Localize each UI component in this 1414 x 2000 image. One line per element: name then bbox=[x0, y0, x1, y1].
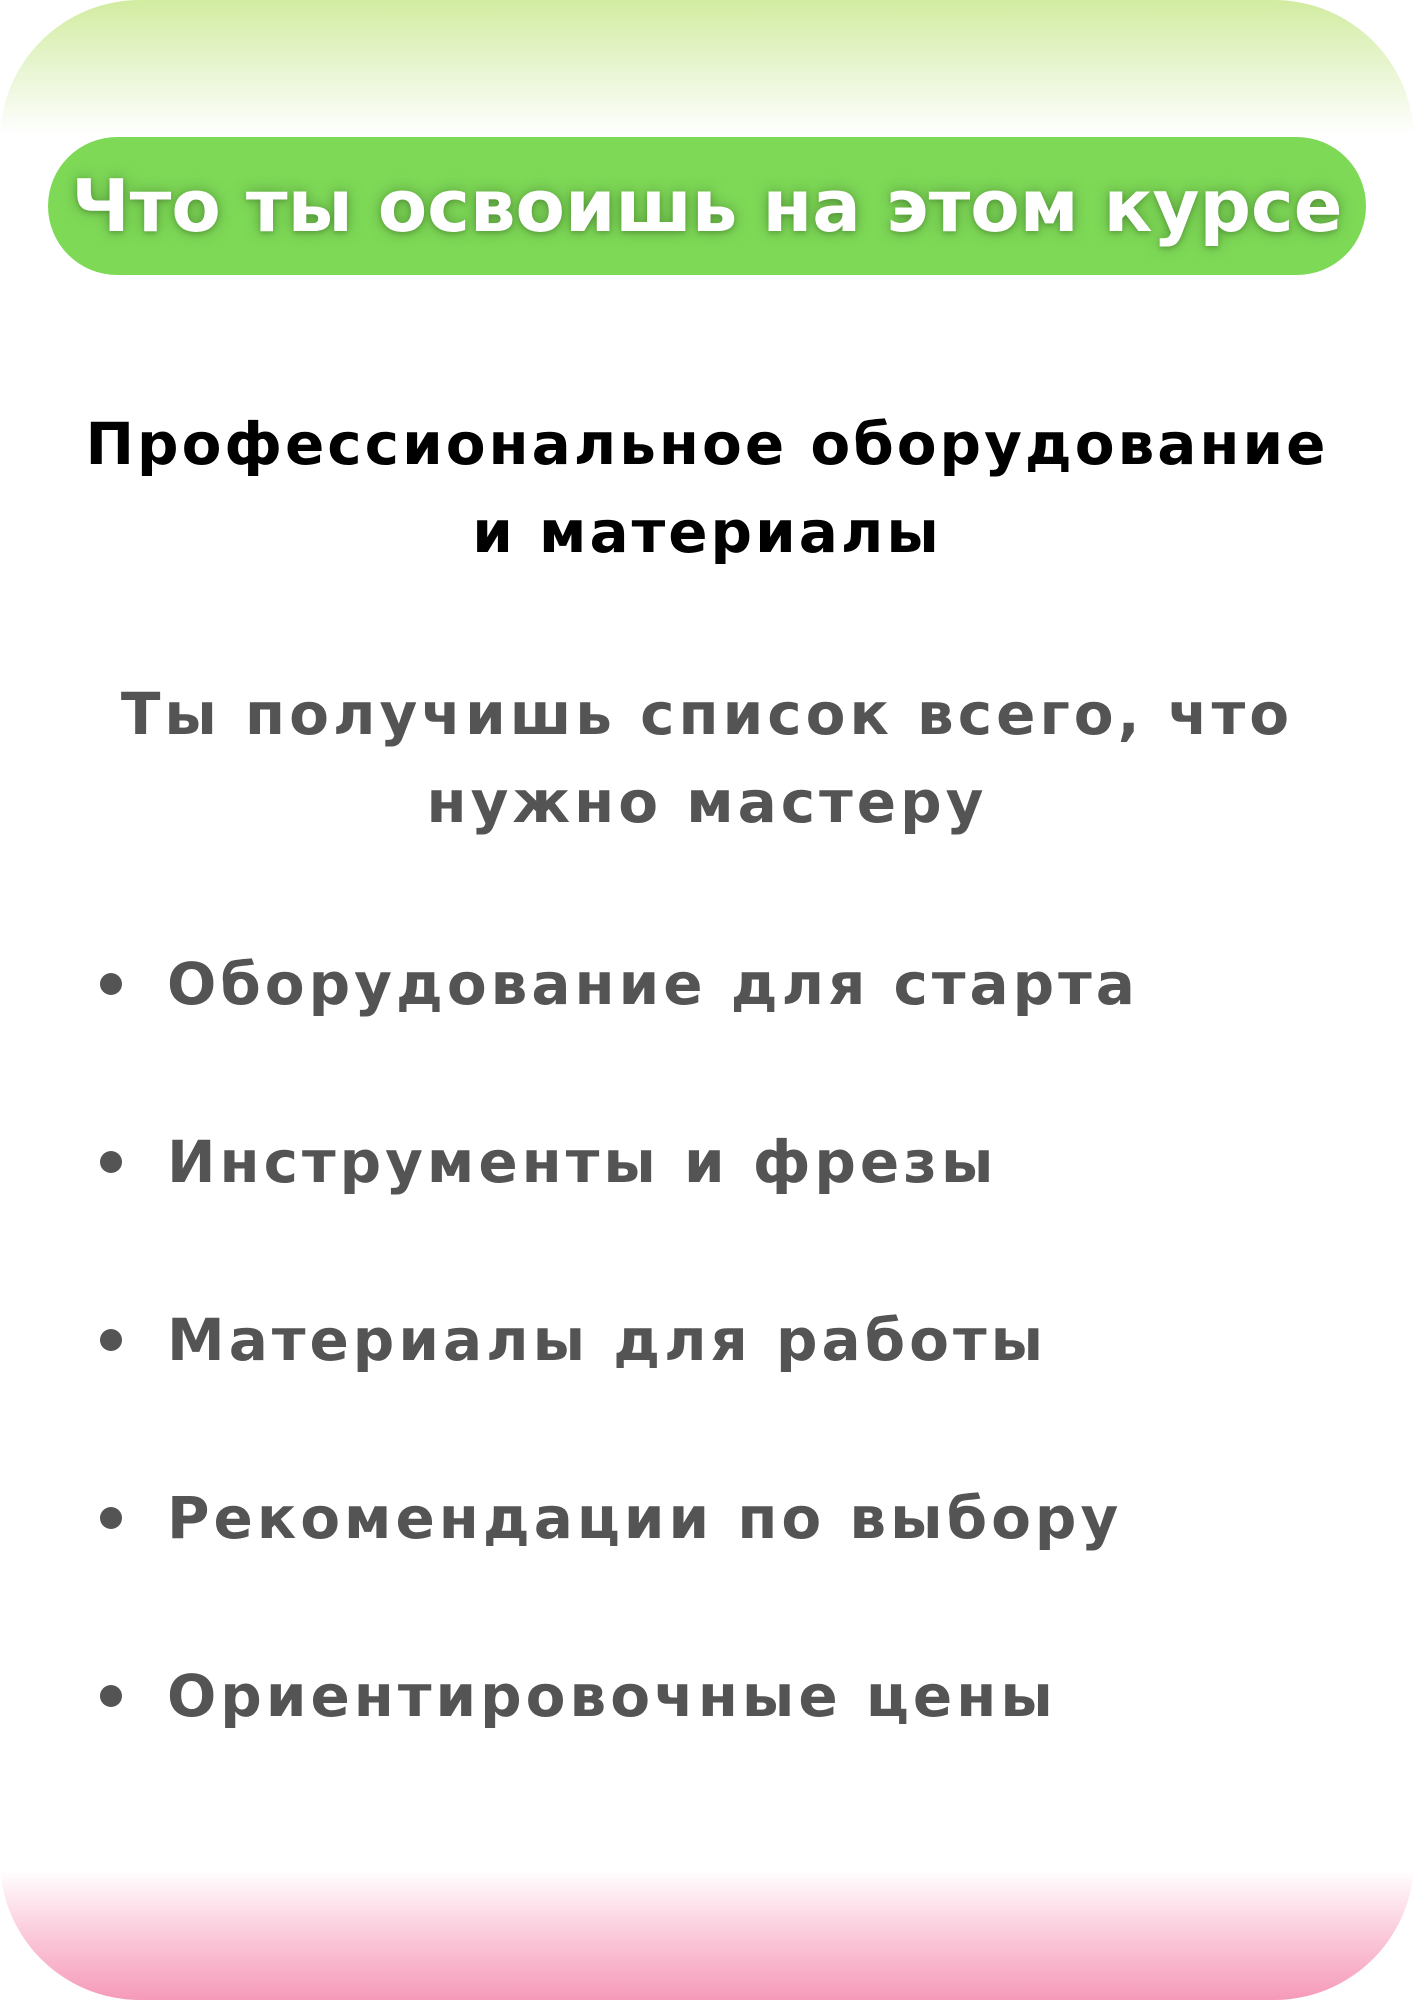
list-item bbox=[100, 1296, 1354, 1384]
section-lead-line-1: Ты получишь список всего, что bbox=[120, 680, 1294, 748]
list-item bbox=[100, 940, 1354, 1028]
title-banner bbox=[48, 137, 1366, 275]
bullet-icon bbox=[100, 1507, 122, 1529]
list-item-label: Инструменты и фрезы bbox=[167, 1128, 998, 1196]
section-lead-line-2: нужно мастеру bbox=[426, 768, 988, 836]
section-subtitle-line-1: Профессиональное оборудование bbox=[85, 410, 1329, 478]
section-lead bbox=[60, 670, 1354, 846]
feature-list bbox=[100, 940, 1354, 1830]
list-item-label: Оборудование для старта bbox=[167, 950, 1139, 1018]
bullet-icon bbox=[100, 1685, 122, 1707]
list-item bbox=[100, 1118, 1354, 1206]
bottom-gradient-band bbox=[0, 1870, 1414, 2000]
list-item bbox=[100, 1474, 1354, 1562]
page-title: Что ты освоишь на этом курсе bbox=[71, 164, 1343, 248]
list-item-label: Рекомендации по выбору bbox=[167, 1484, 1123, 1552]
top-gradient-band bbox=[0, 0, 1414, 135]
bullet-icon bbox=[100, 1151, 122, 1173]
list-item-label: Материалы для работы bbox=[167, 1306, 1048, 1374]
bullet-icon bbox=[100, 1329, 122, 1351]
list-item bbox=[100, 1652, 1354, 1740]
section-subtitle-line-2: и материалы bbox=[472, 498, 942, 566]
list-item-label: Ориентировочные цены bbox=[167, 1662, 1057, 1730]
section-subtitle bbox=[60, 400, 1354, 576]
bullet-icon bbox=[100, 973, 122, 995]
